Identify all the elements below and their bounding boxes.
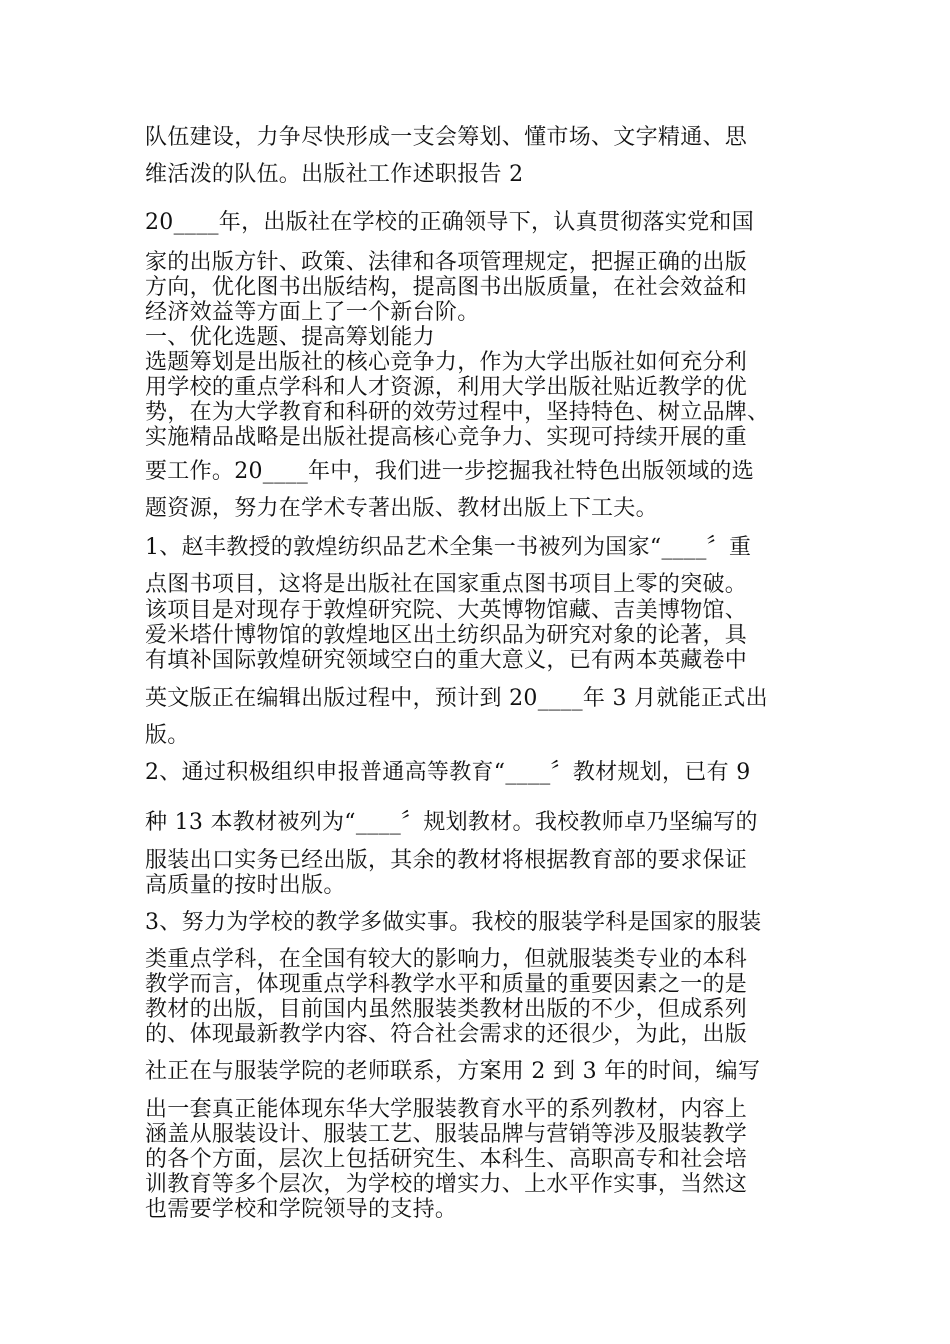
text-line: 队伍建设，力争尽快形成一支会筹划、懂市场、文字精通、思 <box>145 125 748 150</box>
text-line: 维活泼的队伍。出版社工作述职报告 2 <box>145 162 524 187</box>
text-line: 题资源，努力在学术专著出版、教材出版上下工夫。 <box>145 496 658 521</box>
text-line: 爱米塔什博物馆的敦煌地区出土纺织品为研究对象的论著，具 <box>145 623 748 648</box>
text-line: 服装出口实务已经出版，其余的教材将根据教育部的要求保证 <box>145 848 748 873</box>
section-heading: 一、优化选题、提高筹划能力 <box>145 325 435 350</box>
text-line: 经济效益等方面上了一个新台阶。 <box>145 300 480 325</box>
list-item: 3、努力为学校的教学多做实事。我校的服装学科是国家的服装 <box>145 910 762 935</box>
list-item: 1、赵丰教授的敦煌纺织品艺术全集一书被列为国家“____〞重 <box>145 535 752 560</box>
text-line: 教材的出版，目前国内虽然服装类教材出版的不少，但成系列 <box>145 997 748 1022</box>
text-line: 的、体现最新教学内容、符合社会需求的还很少，为此，出版 <box>145 1022 748 1047</box>
text-line: 版。 <box>145 723 190 748</box>
text-line: 也需要学校和学院领导的支持。 <box>145 1197 458 1222</box>
text-line: 该项目是对现存于敦煌研究院、大英博物馆藏、吉美博物馆、 <box>145 598 748 623</box>
text-line: 训教育等多个层次，为学校的增实力、上水平作实事，当然这 <box>145 1172 748 1197</box>
text-line: 有填补国际敦煌研究领域空白的重大意义，已有两本英藏卷中 <box>145 648 748 673</box>
text-line: 20____年，出版社在学校的正确领导下，认真贯彻落实党和国 <box>145 210 754 235</box>
text-line: 涵盖从服装设计、服装工艺、服装品牌与营销等涉及服装教学 <box>145 1122 748 1147</box>
text-line: 英文版正在编辑出版过程中，预计到 20____年 3 月就能正式出 <box>145 686 768 711</box>
text-line: 社正在与服装学院的老师联系，方案用 2 到 3 年的时间，编写 <box>145 1059 761 1084</box>
text-line: 方向，优化图书出版结构，提高图书出版质量，在社会效益和 <box>145 275 748 300</box>
text-line: 实施精品战略是出版社提高核心竞争力、实现可持续开展的重 <box>145 425 748 450</box>
text-line: 的各个方面，层次上包括研究生、本科生、高职高专和社会培 <box>145 1147 748 1172</box>
text-line: 高质量的按时出版。 <box>145 873 346 898</box>
text-line: 点图书项目，这将是出版社在国家重点图书项目上零的突破。 <box>145 572 748 597</box>
text-line: 教学而言，体现重点学科教学水平和质量的重要因素之一的是 <box>145 972 748 997</box>
text-line: 出一套真正能体现东华大学服装教育水平的系列教材，内容上 <box>145 1097 748 1122</box>
text-line: 势，在为大学教育和科研的效劳过程中，坚持特色、树立品牌、 <box>145 400 770 425</box>
text-line: 选题筹划是出版社的核心竞争力，作为大学出版社如何充分利 <box>145 350 748 375</box>
list-item: 2、通过积极组织申报普通高等教育“____〞教材规划，已有 9 <box>145 760 751 785</box>
text-line: 用学校的重点学科和人才资源，利用大学出版社贴近教学的优 <box>145 375 748 400</box>
text-line: 种 13 本教材被列为“____〞规划教材。我校教师卓乃坚编写的 <box>145 810 758 835</box>
text-line: 家的出版方针、政策、法律和各项管理规定，把握正确的出版 <box>145 250 748 275</box>
text-line: 要工作。20____年中，我们进一步挖掘我社特色出版领域的选 <box>145 459 754 484</box>
text-line: 类重点学科，在全国有较大的影响力，但就服装类专业的本科 <box>145 947 748 972</box>
